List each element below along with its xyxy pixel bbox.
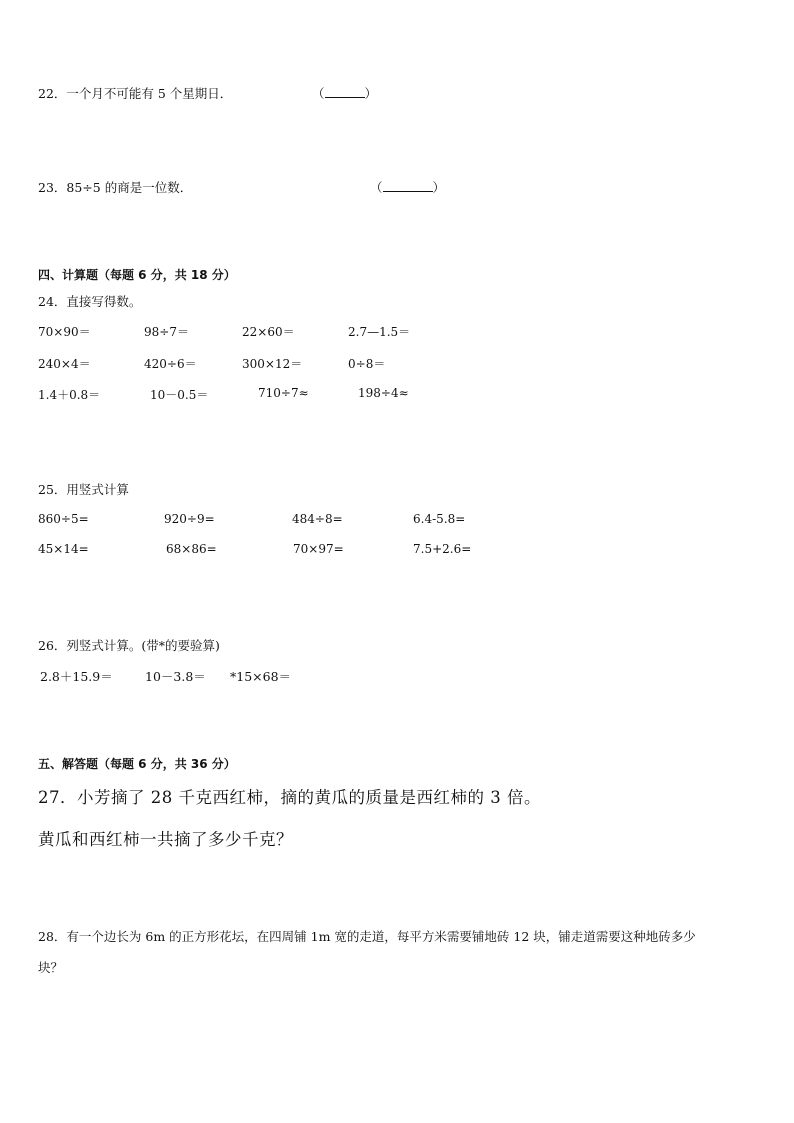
q25-item: 45×14= <box>38 542 89 556</box>
question-25-title: 25．用竖式计算 <box>38 482 129 497</box>
q25-item: 7.5+2.6= <box>413 542 472 556</box>
q24-item: 98÷7＝ <box>144 325 189 339</box>
q24-item: 240×4＝ <box>38 357 91 371</box>
q26-item: 10－3.8＝ <box>145 669 206 684</box>
q25-item: 860÷5= <box>38 512 89 526</box>
question-22 <box>38 84 232 102</box>
question-26-title: 26．列竖式计算。(带*的要验算) <box>38 638 220 653</box>
question-24-title: 24．直接写得数。 <box>38 294 142 309</box>
paren-close: ） <box>432 180 446 195</box>
question-27-line1: 27．小芳摘了 28 千克西红柿，摘的黄瓜的质量是西红柿的 3 倍。 <box>38 788 541 807</box>
blank-line <box>325 85 365 98</box>
q24-item: 710÷7≈ <box>258 386 309 400</box>
q24-item: 300×12＝ <box>242 357 303 371</box>
q24-item: 0÷8＝ <box>348 357 386 371</box>
q26-item: 2.8＋15.9＝ <box>40 669 113 684</box>
paren-open: （ <box>370 180 383 195</box>
question-28-line2: 块？ <box>38 960 64 975</box>
q24-item: 10－0.5＝ <box>150 388 209 402</box>
question-27-line2: 黄瓜和西红柿一共摘了多少千克？ <box>38 830 293 849</box>
q24-item: 2.7—1.5＝ <box>348 325 411 339</box>
paren-close: ） <box>364 86 378 101</box>
question-22-text: 22．一个月不可能有 5 个星期日． <box>38 86 233 101</box>
answer-blank-23[interactable] <box>370 178 445 196</box>
q24-item: 198÷4≈ <box>358 386 409 400</box>
question-23-text: 23．85÷5 的商是一位数． <box>38 180 193 195</box>
q25-item: 68×86= <box>166 542 217 556</box>
q25-item: 6.4-5.8= <box>413 512 466 526</box>
answer-blank-22[interactable] <box>312 84 377 102</box>
section-5-heading: 五、解答题（每题 6 分，共 36 分） <box>38 757 236 771</box>
section-4-heading: 四、计算题（每题 6 分，共 18 分） <box>38 268 236 282</box>
q25-item: 484÷8= <box>292 512 343 526</box>
q26-item: *15×68＝ <box>230 669 292 684</box>
q25-item: 70×97= <box>293 542 344 556</box>
question-28-line1: 28．有一个边长为 6m 的正方形花坛，在四周铺 1m 宽的走道，每平方米需要铺地砖 12 块，铺走道需要这种地砖多少 <box>38 929 696 944</box>
q24-item: 70×90＝ <box>38 325 91 339</box>
blank-line <box>383 179 433 192</box>
q24-item: 420÷6＝ <box>144 357 197 371</box>
question-23 <box>38 178 192 196</box>
q25-item: 920÷9= <box>164 512 215 526</box>
q24-item: 1.4＋0.8＝ <box>38 388 101 402</box>
paren-open: （ <box>312 86 325 101</box>
q24-item: 22×60＝ <box>242 325 295 339</box>
